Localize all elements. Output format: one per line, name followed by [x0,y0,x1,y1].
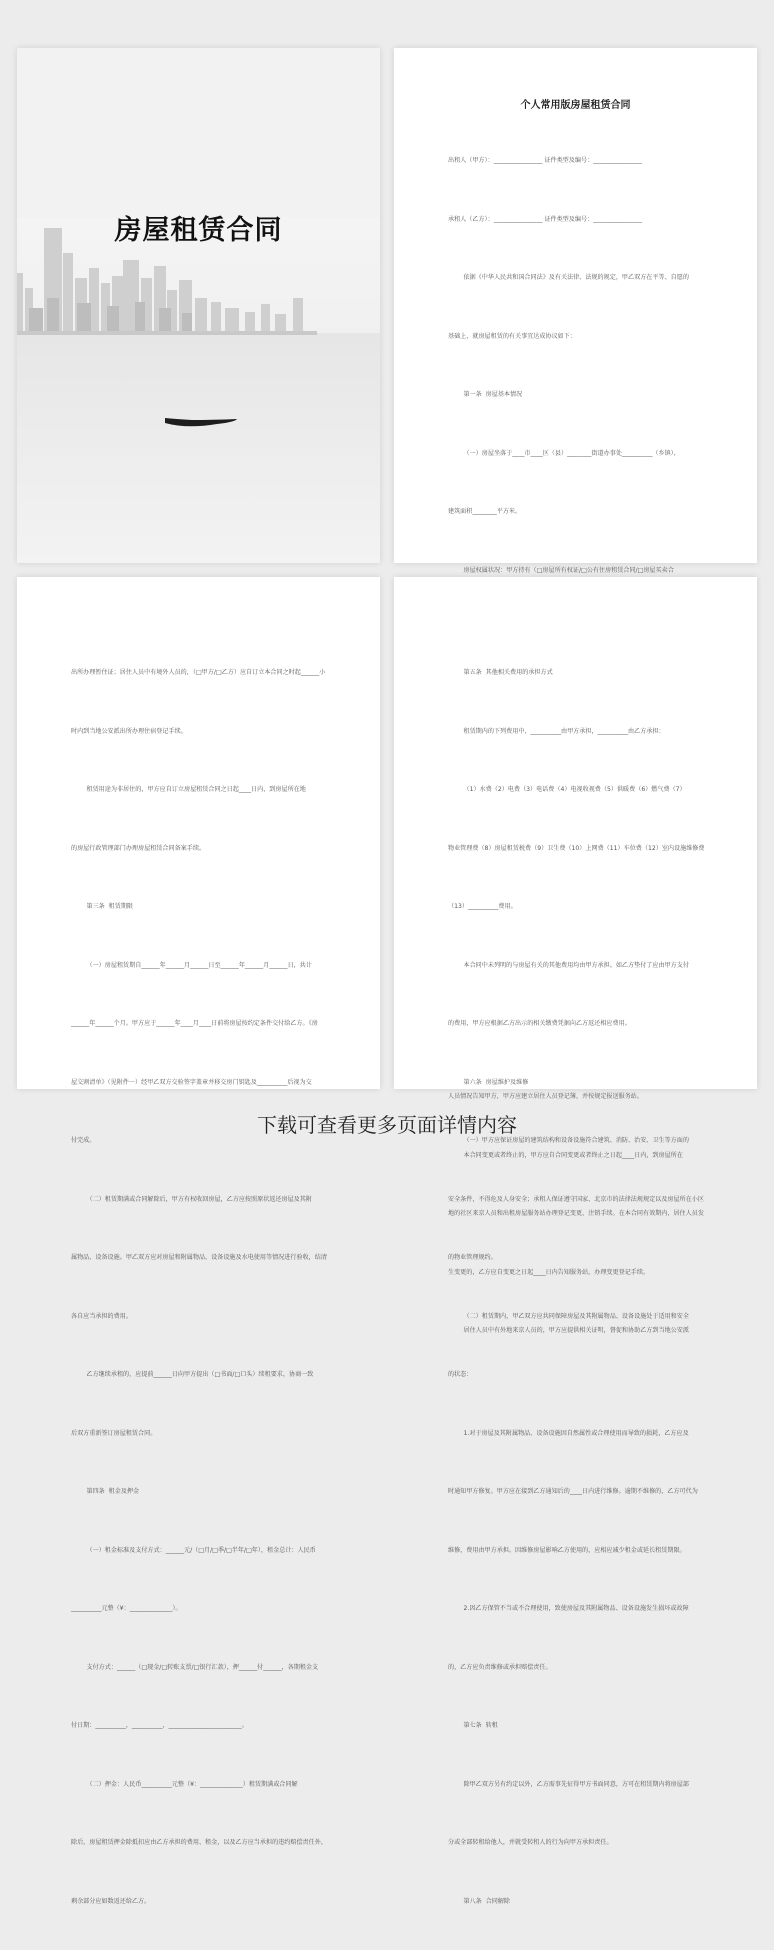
paragraph: 的状态： [448,1371,473,1378]
paragraph: （二）租赁期满或合同解除后，甲方有权收回房屋，乙方应按照原状返还房屋及其附 [71,1195,312,1203]
section-heading: 第三条 租赁期限 [71,903,134,910]
paragraph: 剩余部分应如数返还给乙方。 [71,1897,151,1905]
paragraph: 出所办理暂住证；居住人员中有境外人员的，（□甲方/□乙方）应自订立本合同之时起______小 [71,669,326,676]
paragraph: 人员情况告知甲方，甲方应建立居住人员登记簿，并按规定报送服务站。 [448,1093,643,1100]
paragraph: 时内到当地公安派出所办理住宿登记手续。 [71,727,187,735]
paragraph: 2.因乙方保管不当或不合理使用，致使房屋及其附属物品、设备设施发生损坏或故障 [448,1605,689,1612]
paragraph: 各自应当承担的费用。 [71,1312,132,1320]
paragraph: 付完成。 [71,1137,96,1144]
paragraph: 出租人（甲方）：________________ 证件类型及编号：________________ [448,157,642,164]
paragraph: 生变更的，乙方应自变更之日起____日内告知服务站，办理变更登记手续。 [448,1268,650,1276]
document-title: 个人常用版房屋租赁合同 [520,100,631,111]
paragraph: 乙方继续承租的，应提前______日向甲方提出（□书面/□口头）续租要求，协商一致 [71,1371,314,1378]
paragraph: 属物品、设备设施。甲乙双方应对房屋和附属物品、设备设施及水电使用等情况进行验收，结清 [71,1254,327,1261]
paragraph: （二）租赁期内，甲乙双方应共同保障房屋及其附属物品、设备设施处于适用和安全 [448,1312,689,1320]
paragraph: 本合同变更或者终止的，甲方应自合同变更或者终止之日起____日内，到房屋所在 [448,1151,683,1159]
paragraph: 的费用，甲方应根据乙方出示的相关缴费凭据向乙方返还相应费用。 [448,1020,631,1027]
paragraph: （一）甲方应保证房屋的建筑结构和设备设施符合建筑、消防、治安、卫生等方面的 [448,1137,689,1144]
paragraph: 租赁用途为非居住的，甲方应自订立房屋租赁合同之日起____日内，到房屋所在地 [71,786,306,793]
paragraph: 屋交割清单》（见附件一）经甲乙双方交验签字盖章并移交房门钥匙及__________后视为交 [71,1078,312,1086]
contract-page-2 [17,577,380,1905]
paragraph: 支付方式：______（□现金/□转账支票/□银行汇款），押______付______，各期租金支 [71,1663,319,1671]
paragraph: 付日期：__________，__________，________________________。 [71,1722,248,1729]
paragraph: __________元整（¥：______________）。 [71,1605,182,1612]
paragraph: 居住人员中有外地来京人员的，甲方应提供相关证明，督促和协助乙方到当地公安派 [448,1327,689,1334]
paragraph: 除甲乙双方另有约定以外，乙方需事先征得甲方书面同意，方可在租赁期内将房屋部 [448,1780,689,1788]
paragraph: （一）房屋坐落于____市____区（县）________街道办事处__________（乡镇）， [448,449,680,457]
page-body [448,624,705,1950]
section-heading: 第八条 合同解除 [448,1897,511,1905]
cover-cityscape-image [17,218,380,563]
paragraph: 的物业管理规约。 [448,1254,497,1261]
paragraph: 基础上，就房屋租赁的有关事宜达成协议如下： [448,332,576,340]
paragraph: 的，乙方应负责维修或承担赔偿责任。 [448,1663,552,1671]
section-heading: 第七条 转租 [448,1722,498,1729]
paragraph: 地的社区来京人员和出租房屋服务站办理登记变更、注销手续。在本合同有效期内，居住人员发 [448,1210,704,1217]
paragraph: 建筑面积________平方米。 [448,508,522,515]
section-heading: 第六条 房屋维护及维修 [448,1078,529,1086]
paragraph: 维修，费用由甲方承担。因维修房屋影响乙方使用的，应相应减少租金或延长租赁期限。 [448,1546,686,1554]
paragraph: 依据《中华人民共和国合同法》及有关法律、法规的规定，甲乙双方在平等、自愿的 [448,274,689,281]
cover-title: 房屋租赁合同 [114,215,283,246]
paragraph: 时通知甲方修复。甲方应在接到乙方通知后的____日内进行维修。逾期不维修的，乙方可代为 [448,1488,698,1495]
paragraph: 物业管理费（8）房屋租赁税费（9）卫生费（10）上网费（11）车位费（12）室内设施维修费 [448,844,705,852]
cover-page [17,48,380,563]
download-more-caption: 下载可查看更多页面详情内容 [257,1113,517,1137]
paragraph: （13）__________费用。 [448,903,517,910]
paragraph: ______年______个月。甲方应于______年____月____日前将房屋按约定条件交付给乙方。《房 [71,1020,318,1027]
section-heading: 第五条 其他相关费用的承担方式 [448,669,553,676]
paragraph: 后双方重新签订房屋租赁合同。 [71,1429,157,1437]
section-heading: 第四条 租金及押金 [71,1488,140,1495]
paragraph: 房屋权属状况：甲方持有（□房屋所有权证/□公有住房租赁合同/□房屋买卖合 [448,566,674,574]
paragraph: 除后，房屋租赁押金除抵扣应由乙方承担的费用、租金，以及乙方应当承担的违约赔偿责任外， [71,1839,327,1846]
paragraph: （1）水费（2）电费（3）电话费（4）电视收视费（5）供暖费（6）燃气费（7） [448,786,686,793]
paragraph: （二）押金：人民币__________元整（¥：______________）租赁期满或合同解 [71,1780,298,1788]
section-heading: 第一条 房屋基本情况 [448,391,523,398]
paragraph: 的房屋行政管理部门办理房屋租赁合同备案手续。 [71,844,206,852]
paragraph: 分或全部转租给他人，并就受转租人的行为向甲方承担责任。 [448,1839,613,1846]
paragraph: （一）房屋租赁期自______年______月______日至______年______月______日，共计 [71,961,312,969]
paragraph: 安全条件，不得危及人身安全；承租人保证遵守国家、北京市的法律法规规定以及房屋所在小区 [448,1195,704,1203]
paragraph: 租赁期内的下列费用中，__________由甲方承担，__________由乙方承担： [448,727,665,735]
paragraph: （一）租金标准及支付方式：______元/（□月/□季/□半年/□年），租金总计：人民币 [71,1546,316,1554]
page-body [71,624,328,1950]
paragraph: 承租人（乙方）：________________ 证件类型及编号：________________ [448,215,642,223]
paragraph: 1.对于房屋及其附属物品、设备设施因自然属性或合理使用而导致的损耗，乙方应及 [448,1429,689,1437]
paragraph: 本合同中未列明的与房屋有关的其他费用均由甲方承担。如乙方垫付了应由甲方支付 [448,961,689,969]
